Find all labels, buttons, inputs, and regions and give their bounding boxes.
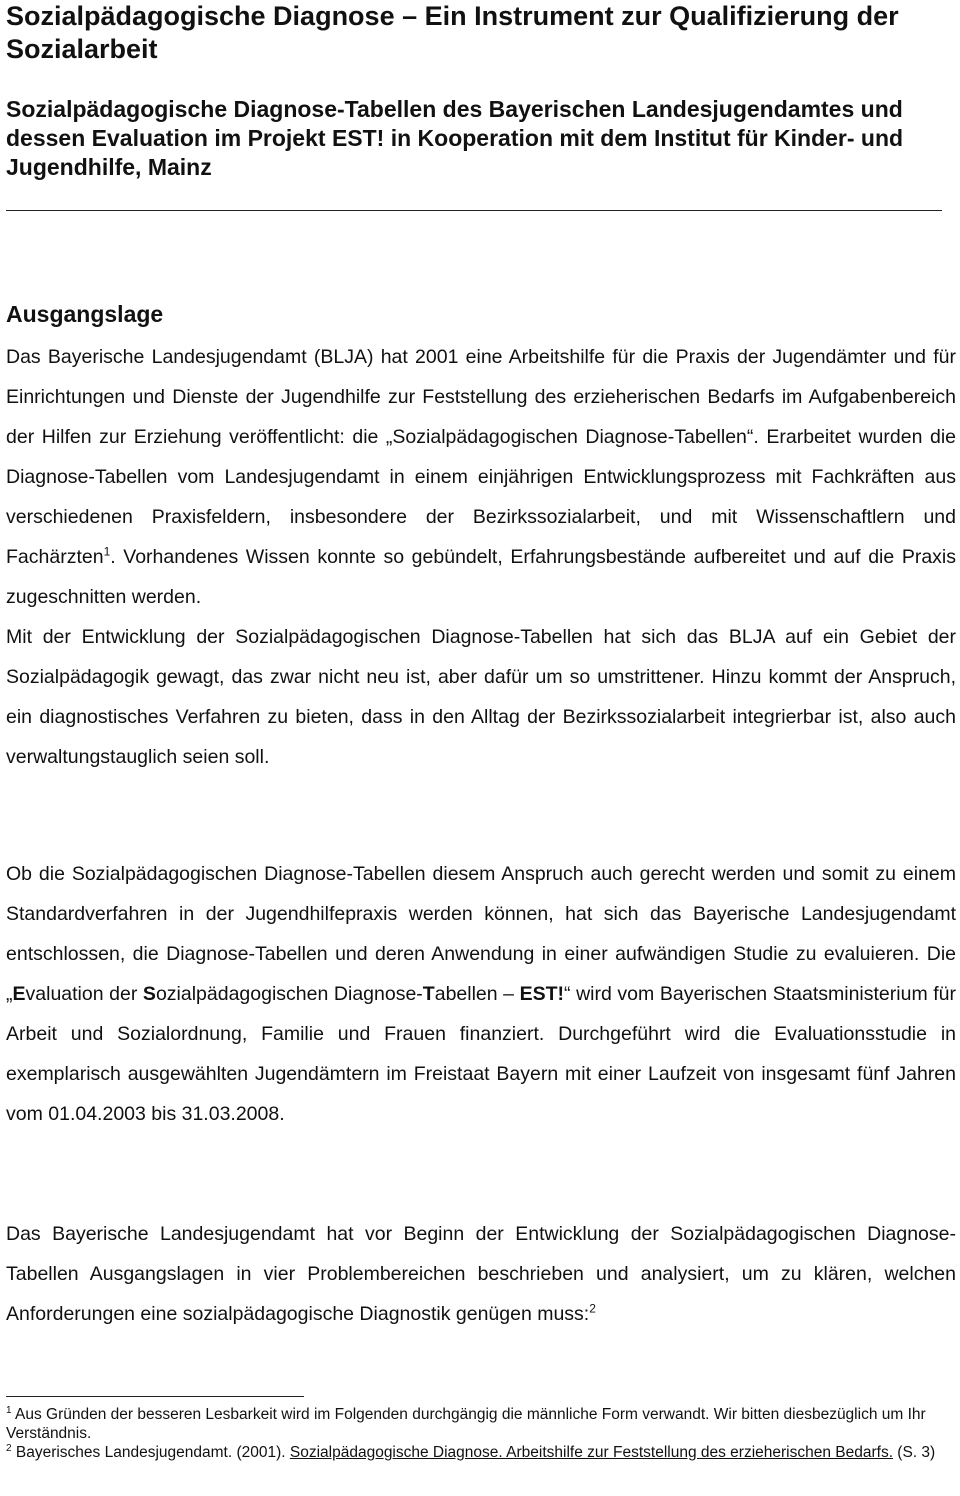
footnote-2-source-title[interactable]: Sozialpädagogische Diagnose. Arbeitshilfe zur Feststellung des erzieherischen Bedarfs. xyxy=(289,1444,893,1461)
paragraph-4-text: Das Bayerische Landesjugendamt hat vor Beginn der Entwicklung der Sozialpädagogischen Diagnose-Tabellen Ausgangslagen in vier Problembereichen beschrieben und analysiert, um zu klären, welchen Anforderungen eine sozialpädagogische Diagnostik genügen muss: xyxy=(6,1223,956,1325)
body-block-intro xyxy=(6,337,956,777)
footnote-ref-2[interactable]: 2 xyxy=(589,1301,596,1316)
paragraph-3-text-d: abellen – xyxy=(434,983,520,1005)
paragraph-4 xyxy=(6,1214,956,1334)
body-block-evaluation xyxy=(6,854,956,1134)
paragraph-1-text-cont: . Vorhandenes Wissen konnte so gebündelt, Erfahrungsbestände aufbereitet und auf die Praxis zugeschnitten werden. xyxy=(6,546,956,608)
footnotes xyxy=(6,1405,956,1462)
paragraph-3-text: Ob die Sozialpädagogischen Diagnose-Tabellen diesem Anspruch auch gerecht werden und somit zu einem Standardverfahren in der Jugendhilfepraxis werden können, hat sich das Bayerische Landesjugendamt entschlossen, die Diagnose-Tabellen und deren Anwendung in einer aufwändigen Studie zu evaluieren. Die „ xyxy=(6,863,956,1005)
paragraph-3 xyxy=(6,854,956,1134)
section-heading-ausgangslage: Ausgangslage xyxy=(6,301,164,327)
title-divider xyxy=(6,210,942,211)
paragraph-2: Mit der Entwicklung der Sozialpädagogischen Diagnose-Tabellen hat sich das BLJA auf ein Gebiet der Sozialpädagogik gewagt, das zwar nicht neu ist, aber dafür um so umstrittener. Hinzu kommt der Anspruch, ein diagnostisches Verfahren zu bieten, dass in den Alltag der Bezirkssozialarbeit integrierbar ist, also auch verwaltungstauglich seien soll. xyxy=(6,626,956,768)
footnote-2-text: Bayerisches Landesjugendamt. (2001). xyxy=(11,1444,290,1461)
footnote-1-mark: 1 xyxy=(6,1404,12,1416)
acronym-letter-t: T xyxy=(422,983,435,1005)
footnote-divider xyxy=(6,1396,304,1397)
body-block-problem-areas xyxy=(6,1214,956,1334)
footnote-1 xyxy=(6,1405,956,1443)
footnote-2 xyxy=(6,1443,956,1462)
footnote-ref-1[interactable]: 1 xyxy=(103,544,111,559)
acronym-est: EST! xyxy=(519,983,565,1005)
paragraph-3-text-c: ozialpädagogischen Diagnose- xyxy=(155,983,423,1005)
paragraph-3-text-e: “ wird vom Bayerischen Staatsministerium für Arbeit und Sozialordnung, Familie und Frauen finanziert. Durchgeführt wird die Evaluationsstudie in exemplarisch ausgewählten Jugendämtern im Freistaat Bayern mit einer Laufzeit von insgesamt fünf Jahren vom 01.04.2003 bis 31.03.2008. xyxy=(6,983,957,1125)
footnote-2-page: (S. 3) xyxy=(893,1444,936,1461)
footnote-1-text: Aus Gründen der besseren Lesbarkeit wird im Folgenden durchgängig die männliche Form verwandt. Wir bitten diesbezüglich um Ihr Verständnis. xyxy=(6,1406,926,1442)
paragraph-1 xyxy=(6,337,956,617)
document-title: Sozialpädagogische Diagnose – Ein Instrument zur Qualifizierung der Sozialarbeit xyxy=(6,1,899,64)
acronym-letter-s: S xyxy=(142,983,156,1005)
document-subtitle: Sozialpädagogische Diagnose-Tabellen des Bayerischen Landesjugendamtes und dessen Evaluation im Projekt EST! in Kooperation mit dem Institut für Kinder- und Jugendhilfe, Mainz xyxy=(6,96,904,180)
paragraph-1-text: Das Bayerische Landesjugendamt (BLJA) hat 2001 eine Arbeitshilfe für die Praxis der Jugendämter und für Einrichtungen und Dienste der Jugendhilfe zur Feststellung des erzieherischen Bedarfs im Aufgabenbereich der Hilfen zur Erziehung veröffentlicht: die „Sozialpädagogischen Diagnose-Tabellen“. Erarbeitet wurden die Diagnose-Tabellen vom Landesjugendamt in einem einjährigen Entwicklungsprozess mit Fachkräften aus verschiedenen Praxisfeldern, insbesondere der Bezirkssozialarbeit, und mit Wissenschaftlern und Fachärzten xyxy=(6,346,956,568)
paragraph-3-text-b: valuation der xyxy=(25,983,143,1005)
acronym-letter-e: E xyxy=(12,983,26,1005)
footnote-2-mark: 2 xyxy=(6,1442,12,1454)
